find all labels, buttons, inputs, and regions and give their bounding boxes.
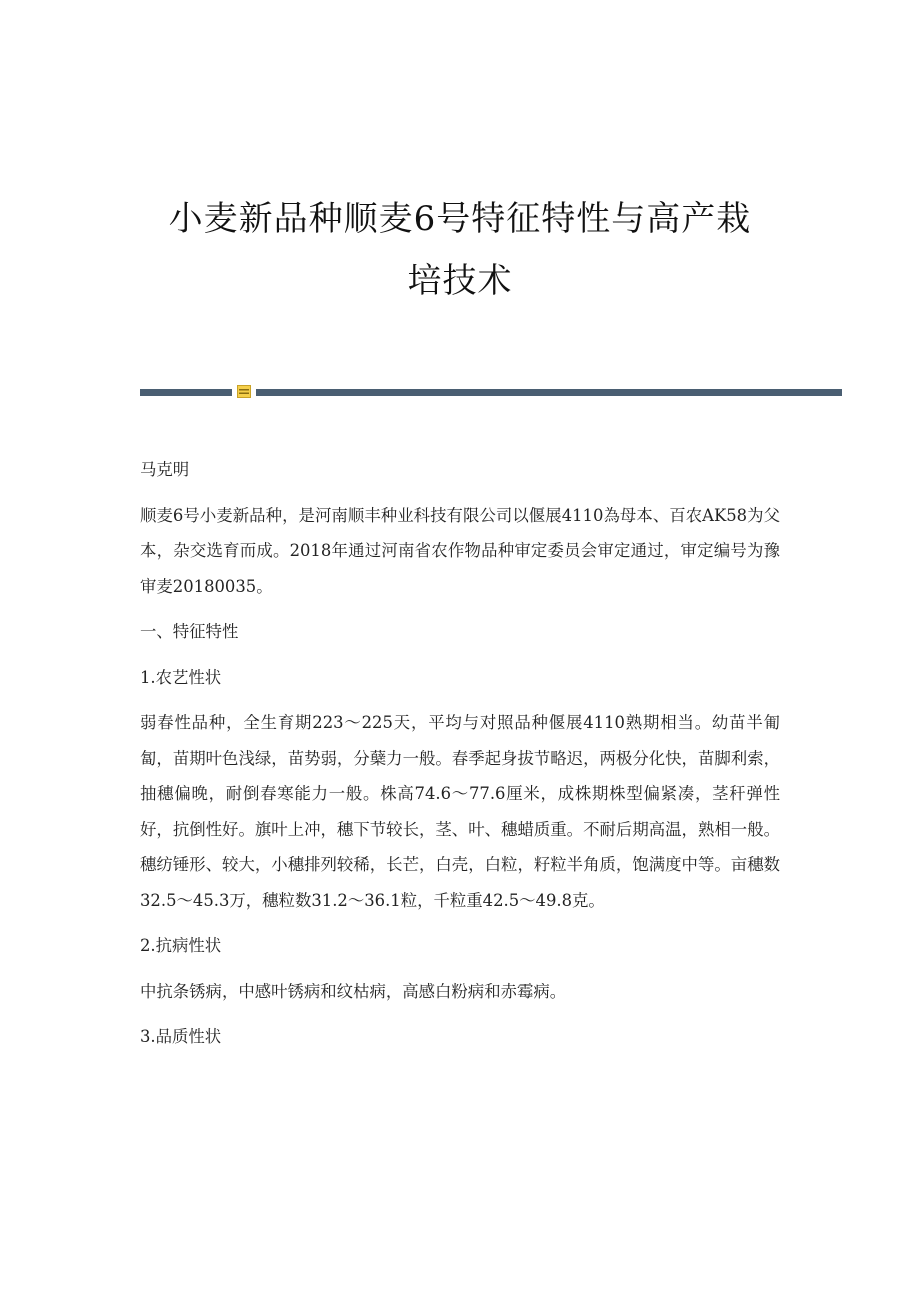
document-body	[140, 452, 780, 1065]
title-divider	[140, 385, 842, 399]
document-title	[140, 188, 780, 312]
subsection-heading-2: 2.抗病性状	[140, 936, 222, 955]
intro-paragraph: 顺麦6号小麦新品种，是河南顺丰种业科技有限公司以偃展4110為母本、百农AK58为父本，杂交选育而成。2018年通过河南省农作物品种审定委员会审定通过，审定编号为豫审麦20180035。	[140, 505, 780, 596]
divider-emblem-icon	[237, 385, 251, 398]
title-line-2: 培技术	[407, 261, 513, 301]
agronomic-traits-paragraph: 弱春性品种，全生育期223～225天，平均与对照品种偃展4110熟期相当。幼苗半匍匐，苗期叶色浅绿，苗势弱，分蘖力一般。春季起身拔节略迟，两极分化快，苗脚利索，抽穗偏晚，耐倒春寒能力一般。株高74.6～77.6厘米，成株期株型偏紧凑，茎秆弹性好，抗倒性好。旗叶上冲，穗下节较长，茎、叶、穗蜡质重。不耐后期高温，熟相一般。穗纺锤形、较大，小穗排列较稀，长芒，白壳，白粒，籽粒半角质，饱满度中等。亩穗数32.5～45.3万，穗粒数31.2～36.1粒，千粒重42.5～49.8克。	[140, 713, 780, 910]
divider-bar-left	[140, 389, 232, 396]
title-line-1: 小麦新品种顺麦6号特征特性与高产栽	[168, 199, 752, 239]
divider-bar-right	[256, 389, 842, 396]
author: 马克明	[140, 460, 190, 479]
section-heading-1: 一、特征特性	[140, 622, 239, 641]
disease-resistance-paragraph: 中抗条锈病，中感叶锈病和纹枯病，高感白粉病和赤霉病。	[140, 981, 567, 1001]
subsection-heading-1: 1.农艺性状	[140, 667, 222, 687]
subsection-heading-3: 3.品质性状	[140, 1027, 222, 1046]
